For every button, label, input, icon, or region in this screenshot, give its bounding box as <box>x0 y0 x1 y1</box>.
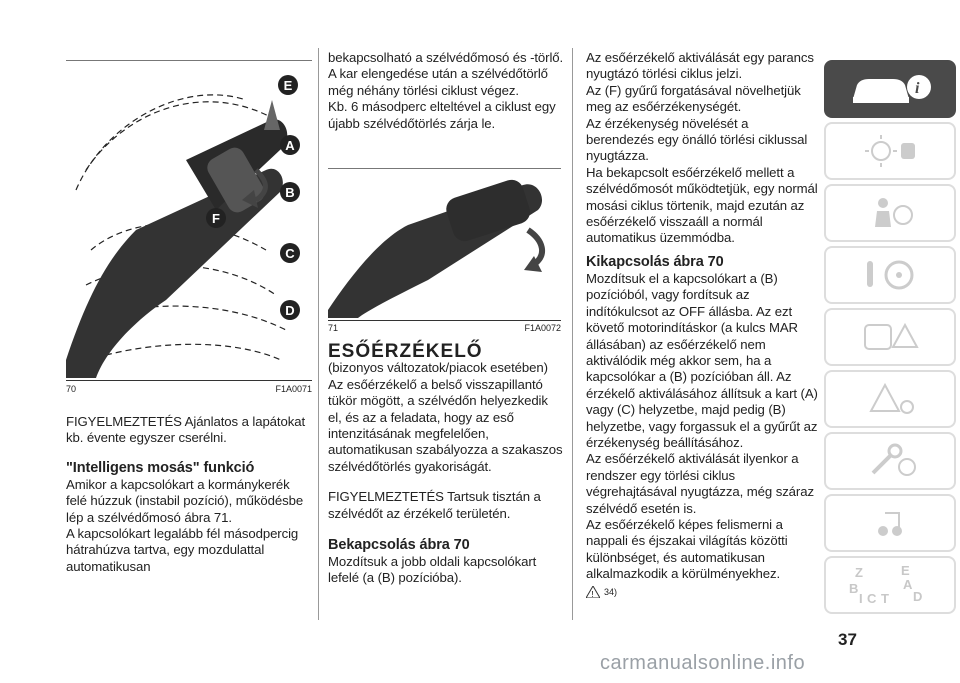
label-D: D <box>280 300 300 320</box>
col1-p3: A kapcsolókart legalább fél másodpercig hátrahúzva tartva, egy mozdulattal automatikusan <box>66 526 299 574</box>
emergency-icon <box>855 379 925 419</box>
col3-p2: Az (F) gyűrű forgatásával növelhetjük meg az esőérzékenységét. <box>586 82 801 115</box>
col2-p2: A kar elengedése után a szélvédőtörlő még néhány törlési ciklust végez. <box>328 66 548 98</box>
col3-p3: Az érzékenység növelését a berendezés egy önálló törlési ciklussal nyugtázza. <box>586 115 808 164</box>
warning-triangle-icon <box>586 586 600 598</box>
col3-p4: Ha bekapcsolt esőérzékelő mellett a szélvédőmosót működtetjük, egy normál mosási ciklus törtenik, majd ezután az esőérzékelő visszaáll a normál automatikus üzemmódba. <box>586 164 818 246</box>
col1-p2: Amikor a kapcsolókart a kormánykerék felé húzzuk (instabil pozíció), működésbe lép a szélvédőmosó ábra 71. <box>66 476 304 525</box>
column-2-top <box>328 50 564 132</box>
index-letter: T <box>881 591 889 606</box>
index-letter: E <box>901 563 910 578</box>
sidebar-tab-car-info[interactable] <box>824 60 956 118</box>
index-letter: A <box>903 577 913 592</box>
sidebar-tab-index[interactable] <box>824 556 956 614</box>
figure-70 <box>66 60 312 378</box>
col3-p7: Az esőérzékelő képes felismerni a nappali és éjszakai világítás közötti különbséget, és automatikusan alkalmazkodik a körülményekhez. <box>586 516 788 582</box>
col3-p6: Az esőérzékelő aktiválását ilyenkor a rendszer egy törlési ciklus végrehajtásával nyugtázza, még száraz szélvédő esetén is. <box>586 451 814 516</box>
sidebar-tab-multimedia[interactable] <box>824 494 956 552</box>
heading-deactivation: Kikapcsolás ábra 70 <box>586 253 724 270</box>
page-number: 37 <box>838 630 857 649</box>
heading-activation: Bekapcsolás ábra 70 <box>328 537 470 554</box>
col2-p5: Az esőérzékelő a belső visszapillantó tükör mögött, a szélvédőn helyezkedik el, és az a feladata, hogy az eső intenzitásának megfelelően, automatikusan szabályozza a szakaszos szélvédőtörlés gyakoriságát. <box>328 376 563 474</box>
svg-text:i: i <box>915 80 920 97</box>
label-A: A <box>280 135 300 155</box>
index-letter: I <box>859 591 863 606</box>
heading-intelligent-wash: "Intelligens mosás" funkció <box>66 459 255 476</box>
figure-71 <box>328 170 561 318</box>
label-B: B <box>280 182 300 202</box>
svg-text:!: ! <box>591 589 594 598</box>
col1-p1: FIGYELMEZTETÉS Ajánlatos a lapátokat kb. évente egyszer cserélni. <box>66 414 306 446</box>
col2-p1: bekapcsolható a szélvédőmosó és -törlő. <box>328 50 564 65</box>
fig71-rule <box>328 320 561 321</box>
wrench-icon <box>855 441 925 481</box>
airbag-icon <box>855 193 925 233</box>
column-separator-1 <box>318 48 319 620</box>
sidebar-tab-warning-lights[interactable] <box>824 308 956 366</box>
column-2-bottom <box>328 340 564 587</box>
col2-p6: FIGYELMEZTETÉS Tartsuk tisztán a szélvédőt az érzékelő területén. <box>328 489 541 521</box>
fig70-code: F1A0071 <box>275 384 312 394</box>
sidebar-tab-starting[interactable] <box>824 246 956 304</box>
col2-p3: Kb. 6 másodperc elteltével a ciklust egy újabb szélvédőtörlés zárja le. <box>328 99 556 131</box>
fig71-caption <box>328 323 561 333</box>
col3-p1: Az esőérzékelő aktiválását egy parancs nyugtázó törlési ciklus jelzi. <box>586 50 814 82</box>
footer-watermark: carmanualsonline.info <box>600 652 806 674</box>
column-separator-2 <box>572 48 573 620</box>
index-letter: B <box>849 581 859 596</box>
col2-p4: (bizonyos változatok/piacok esetében) <box>328 360 548 376</box>
fig70-rule <box>66 380 312 381</box>
fig70-caption <box>66 384 312 394</box>
label-C: C <box>280 243 300 263</box>
col3-p5: Mozdítsuk el a kapcsolókart a (B) pozícióból, vagy fordítsuk az indítókulcsot az OFF állásba. Az ezt követő motorindításkor (a kulcs MAR állásában) az esőérzékelő nem aktiválódik még akkor sem, ha a kapcsolókar a (B) pozícióban áll. Az érzékelő aktiválásához állítsuk a kart (A) vagy (C) helyzetbe, majd pedig (B) helyzetbe, vagy forgassuk el a gyűrűt az érzékenység beállításához. <box>586 270 818 450</box>
steering-wheel-icon <box>855 255 925 295</box>
fig71-number: 71 <box>328 323 339 333</box>
label-F: F <box>206 208 226 228</box>
heading-rain-sensor: ESŐÉRZÉKELŐ <box>328 341 483 362</box>
note-reference: 34) <box>604 586 618 597</box>
column-1 <box>66 414 314 575</box>
index-letter: D <box>913 589 923 604</box>
col2-p7: Mozdítsuk a jobb oldali kapcsolókart lefelé (a (B) pozícióba). <box>328 554 537 586</box>
index-letter: C <box>867 591 877 606</box>
sidebar-tab-maintenance[interactable] <box>824 432 956 490</box>
label-E: E <box>278 75 298 95</box>
fig71-code: F1A0072 <box>524 323 561 333</box>
fig70-number: 70 <box>66 384 77 394</box>
sidebar-tab-safety[interactable] <box>824 184 956 242</box>
top-rule-2 <box>328 168 561 169</box>
index-letters <box>845 563 935 607</box>
column-3 <box>586 50 818 598</box>
car-info-icon <box>845 69 935 109</box>
warning-note <box>586 586 818 598</box>
lights-icon <box>855 131 925 171</box>
sidebar-tab-emergency[interactable] <box>824 370 956 428</box>
index-letter: Z <box>855 565 863 580</box>
multimedia-icon <box>855 503 925 543</box>
sidebar-tab-lights[interactable] <box>824 122 956 180</box>
warning-lights-icon <box>855 317 925 357</box>
